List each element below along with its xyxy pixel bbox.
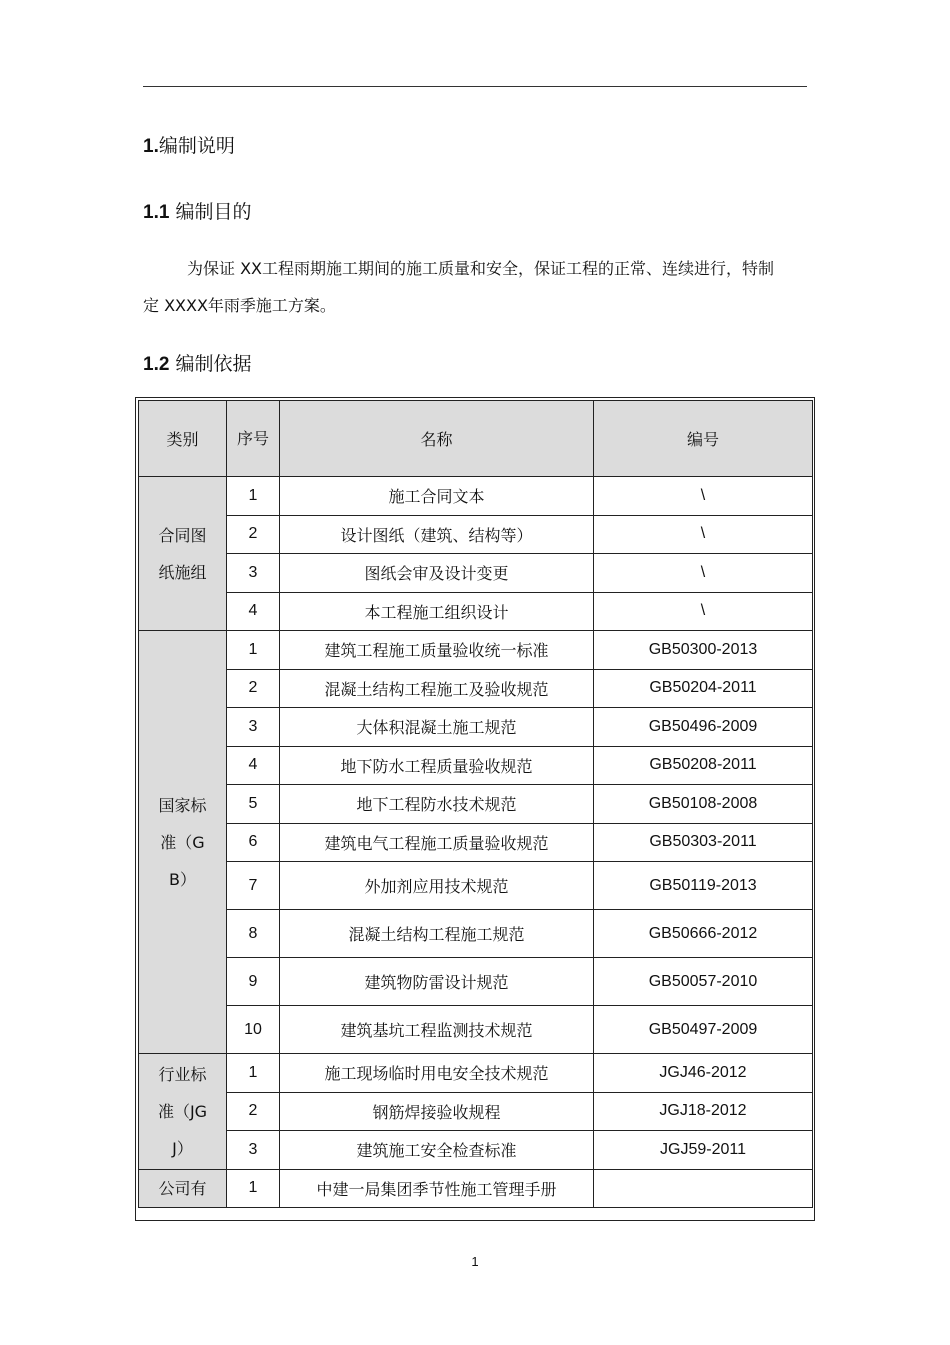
name-cell: 建筑电气工程施工质量验收规范	[280, 823, 594, 862]
category-cell	[139, 1054, 227, 1170]
purpose-paragraph: 为保证 XX工程雨期施工期间的施工质量和安全，保证工程的正常、连续进行，特制定 XXXX年雨季施工方案。	[143, 259, 775, 315]
header-name: 名称	[280, 401, 594, 477]
category-cell	[139, 1169, 227, 1208]
category-cell	[139, 631, 227, 1054]
seq-cell: 3	[227, 708, 280, 747]
code-cell: JGJ46-2012	[594, 1054, 813, 1093]
basis-table	[138, 400, 813, 1208]
table-row	[139, 746, 813, 785]
table-row	[139, 823, 813, 862]
code-cell: \	[594, 477, 813, 516]
table-row	[139, 631, 813, 670]
seq-cell: 2	[227, 1092, 280, 1131]
section-number: 1.2	[143, 354, 170, 375]
category-cell	[139, 477, 227, 631]
name-cell: 地下防水工程质量验收规范	[280, 746, 594, 785]
code-cell: \	[594, 592, 813, 631]
name-cell: 中建一局集团季节性施工管理手册	[280, 1169, 594, 1208]
section-number: 1.	[143, 136, 159, 157]
code-cell: GB50204-2011	[594, 669, 813, 708]
name-cell: 外加剂应用技术规范	[280, 862, 594, 910]
seq-cell: 8	[227, 910, 280, 958]
header-seq: 序号	[227, 401, 280, 477]
code-cell: GB50666-2012	[594, 910, 813, 958]
code-cell: GB50108-2008	[594, 785, 813, 824]
code-cell: GB50300-2013	[594, 631, 813, 670]
table-row	[139, 785, 813, 824]
code-cell: \	[594, 554, 813, 593]
seq-cell: 4	[227, 592, 280, 631]
category-label: 合同图纸施组	[158, 525, 207, 582]
name-cell: 本工程施工组织设计	[280, 592, 594, 631]
seq-cell: 5	[227, 785, 280, 824]
name-cell: 图纸会审及设计变更	[280, 554, 594, 593]
header-code: 编号	[594, 401, 813, 477]
name-cell: 混凝土结构工程施工及验收规范	[280, 669, 594, 708]
seq-cell: 4	[227, 746, 280, 785]
name-cell: 建筑物防雷设计规范	[280, 958, 594, 1006]
table-row	[139, 708, 813, 747]
table-row	[139, 862, 813, 910]
name-cell: 建筑基坑工程监测技术规范	[280, 1006, 594, 1054]
page-number: 1	[471, 1254, 479, 1269]
table-row	[139, 1054, 813, 1093]
seq-cell: 1	[227, 1054, 280, 1093]
name-cell: 大体积混凝土施工规范	[280, 708, 594, 747]
seq-cell: 3	[227, 554, 280, 593]
section-title: 编制说明	[158, 135, 235, 157]
section-title: 编制依据	[175, 353, 252, 375]
seq-cell: 3	[227, 1131, 280, 1170]
seq-cell: 2	[227, 515, 280, 554]
seq-cell: 1	[227, 477, 280, 516]
table-row	[139, 477, 813, 516]
seq-cell: 7	[227, 862, 280, 910]
category-label: 国家标准（GB）	[158, 795, 207, 889]
seq-cell: 9	[227, 958, 280, 1006]
code-cell: GB50057-2010	[594, 958, 813, 1006]
table-header-row	[139, 401, 813, 477]
section-title: 编制目的	[175, 201, 252, 223]
seq-cell: 10	[227, 1006, 280, 1054]
table-row	[139, 1169, 813, 1208]
table-row	[139, 1131, 813, 1170]
name-cell: 建筑工程施工质量验收统一标准	[280, 631, 594, 670]
table-row	[139, 515, 813, 554]
table-row	[139, 669, 813, 708]
seq-cell: 2	[227, 669, 280, 708]
category-label: 公司有	[158, 1178, 207, 1198]
name-cell: 混凝土结构工程施工规范	[280, 910, 594, 958]
code-cell: JGJ18-2012	[594, 1092, 813, 1131]
table-row	[139, 554, 813, 593]
name-cell: 设计图纸（建筑、结构等）	[280, 515, 594, 554]
table-row	[139, 910, 813, 958]
table-row	[139, 958, 813, 1006]
section-heading-1-2	[143, 349, 251, 376]
code-cell	[594, 1169, 813, 1208]
code-cell: JGJ59-2011	[594, 1131, 813, 1170]
code-cell: \	[594, 515, 813, 554]
table-row	[139, 592, 813, 631]
name-cell: 地下工程防水技术规范	[280, 785, 594, 824]
seq-cell: 6	[227, 823, 280, 862]
name-cell: 施工合同文本	[280, 477, 594, 516]
category-label: 行业标准（JGJ）	[157, 1064, 208, 1158]
name-cell: 钢筋焊接验收规程	[280, 1092, 594, 1131]
seq-cell: 1	[227, 1169, 280, 1208]
table-row	[139, 1092, 813, 1131]
code-cell: GB50119-2013	[594, 862, 813, 910]
seq-cell: 1	[227, 631, 280, 670]
section-heading-1	[143, 131, 235, 158]
section-number: 1.1	[143, 202, 170, 223]
name-cell: 施工现场临时用电安全技术规范	[280, 1054, 594, 1093]
code-cell: GB50497-2009	[594, 1006, 813, 1054]
code-cell: GB50208-2011	[594, 746, 813, 785]
code-cell: GB50303-2011	[594, 823, 813, 862]
header-category: 类别	[139, 401, 227, 477]
code-cell: GB50496-2009	[594, 708, 813, 747]
header-rule	[143, 86, 807, 87]
table-row	[139, 1006, 813, 1054]
section-heading-1-1	[143, 197, 251, 224]
name-cell: 建筑施工安全检查标准	[280, 1131, 594, 1170]
